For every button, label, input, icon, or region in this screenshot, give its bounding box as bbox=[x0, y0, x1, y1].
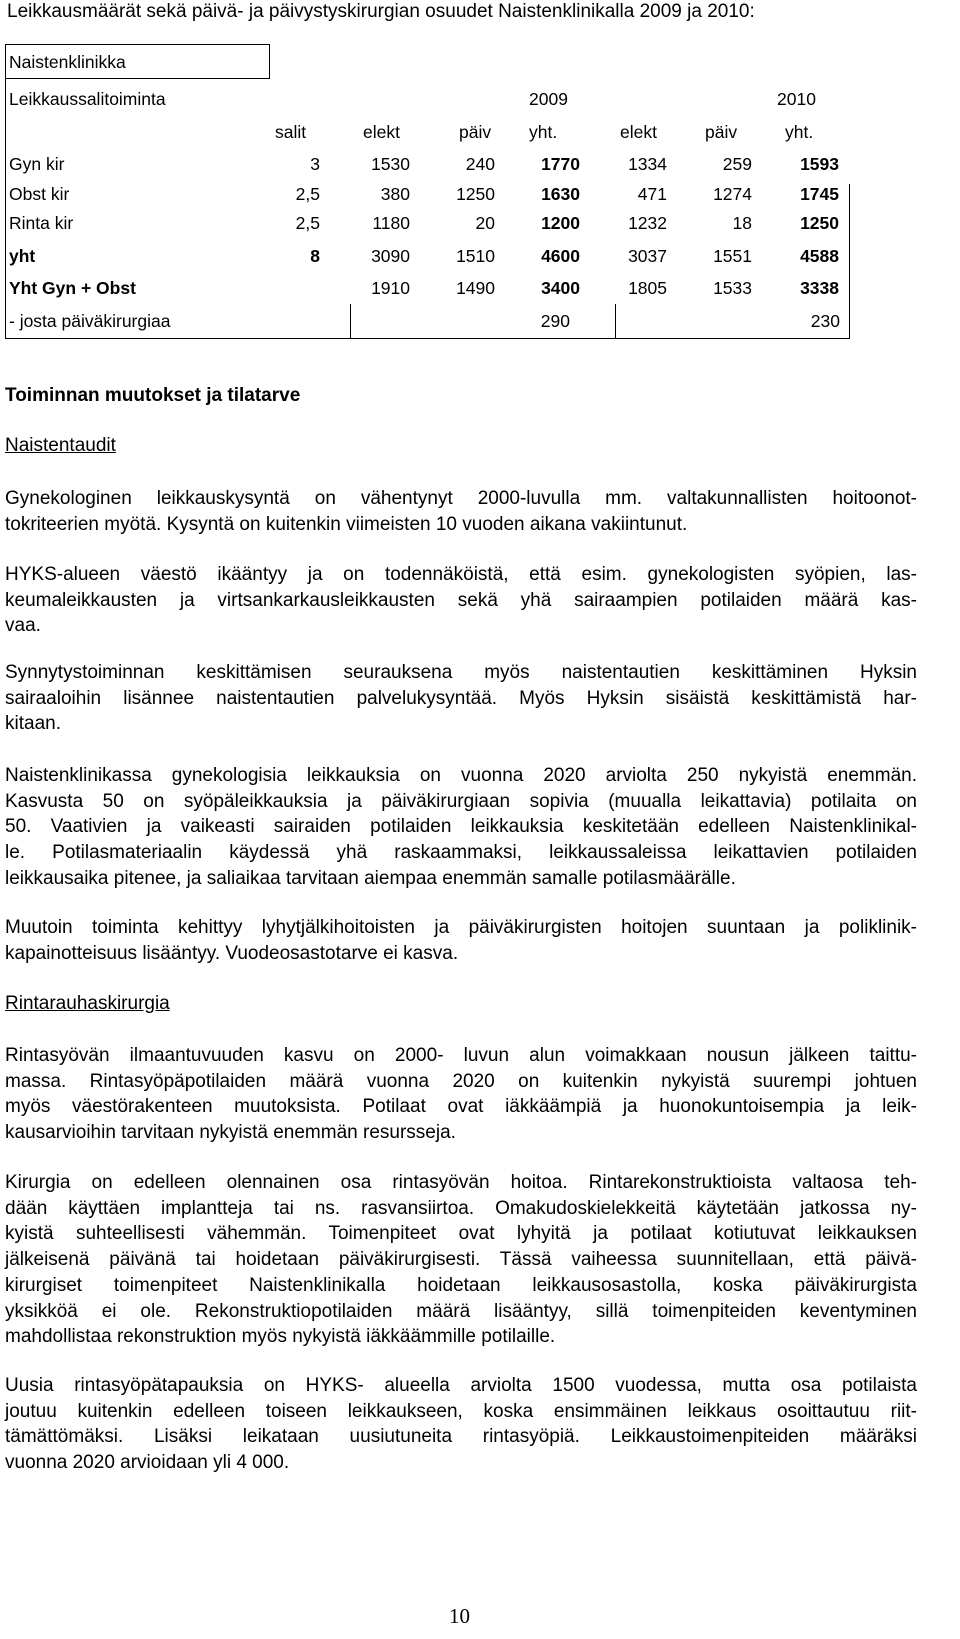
table-cell: 4600 bbox=[541, 246, 580, 266]
table-cell: 1530 bbox=[371, 154, 410, 174]
paragraph bbox=[5, 660, 917, 737]
subsection-heading: Naistentaudit bbox=[5, 435, 116, 456]
subsection-heading: Rintarauhaskirurgia bbox=[5, 993, 170, 1014]
paragraph-line: tokriteerien myötä. Kysyntä on kuitenkin viimeisten 10 vuoden aikana vakiintunut. bbox=[5, 513, 688, 535]
column-header: elekt bbox=[620, 122, 657, 142]
paragraph-line: kitaan. bbox=[5, 713, 61, 735]
paragraph-line: vuonna 2020 arvioidaan yli 4 000. bbox=[5, 1452, 290, 1474]
paragraph-line: myös väestörakenteen muutoksista. Potilaat ovat iäkkäämpiä ja huonokuntoisempia ja leik- bbox=[5, 1096, 917, 1118]
paragraph-line: 50. Vaativien ja vaikeasti sairaiden potilaiden leikkauksia keskitetään edelleen Naistenklinikal- bbox=[5, 816, 917, 838]
table-cell: 3090 bbox=[371, 246, 410, 266]
table-section-label: Leikkaussalitoiminta bbox=[9, 89, 166, 109]
paragraph-line: le. Potilasmateriaalin käydessä yhä raskaammaksi, leikkaussaleissa leikattavien potilaiden bbox=[5, 842, 917, 864]
table-cell: 290 bbox=[540, 311, 570, 331]
year-2009-header: 2009 bbox=[529, 89, 568, 109]
paragraph-line: vaa. bbox=[5, 615, 41, 637]
surgery-volume-table bbox=[5, 44, 920, 338]
paragraph-line: kausarvioihin tarvitaan nykyistä enemmän resursseja. bbox=[5, 1122, 456, 1144]
table-cell: 1745 bbox=[800, 184, 839, 204]
table-cell: 3338 bbox=[800, 278, 839, 298]
table-border bbox=[5, 338, 850, 339]
table-border bbox=[5, 78, 270, 79]
paragraph-line: kirurgiset toimenpiteet Naistenklinikalla hoidetaan leikkausosastolla, koska päiväkirurgista bbox=[5, 1274, 917, 1296]
table-cell: 1551 bbox=[713, 246, 752, 266]
paragraph-line: Rintasyövän ilmaantuvuuden kasvu on 2000- luvun alun voimakkaan nousun jälkeen taittu- bbox=[5, 1045, 917, 1066]
table-cell: 471 bbox=[637, 184, 667, 204]
table-cell: 1490 bbox=[456, 278, 495, 298]
paragraph bbox=[5, 1373, 917, 1476]
table-cell: 1805 bbox=[628, 278, 667, 298]
table-cell: 4588 bbox=[800, 246, 839, 266]
paragraph-line: Synnytystoiminnan keskittämisen seurauksena myös naistentautien keskittäminen Hyksin bbox=[5, 662, 917, 683]
table-border bbox=[5, 78, 6, 338]
paragraph-line: joutuu kuitenkin edelleen toiseen leikkaukseen, koska ensimmäinen leikkaus osoittautuu riit- bbox=[5, 1400, 917, 1422]
table-cell: 1510 bbox=[456, 246, 495, 266]
table-cell: 3 bbox=[310, 154, 320, 174]
table-cell: 18 bbox=[732, 213, 752, 233]
table-cell: 1200 bbox=[541, 213, 580, 233]
paragraph-line: Muutoin toiminta kehittyy lyhytjälkihoitoisten ja päiväkirurgisten hoitojen suuntaan ja poliklinik- bbox=[5, 917, 917, 938]
row-label: Rinta kir bbox=[9, 213, 74, 233]
column-header: elekt bbox=[363, 122, 400, 142]
paragraph bbox=[5, 763, 917, 892]
table-cell: 2,5 bbox=[295, 213, 320, 233]
paragraph-line: dään käyttäen implantteja tai ns. rasvansiirtoa. Omakudoskielekkeitä käytetään jatkossa ny- bbox=[5, 1197, 917, 1219]
table-cell: 1630 bbox=[541, 184, 580, 204]
paragraph-line: Kirurgia on edelleen olennainen osa rintasyövän hoitoa. Rintarekonstruktioista valtaosa teh- bbox=[5, 1172, 917, 1193]
paragraph-line: sairaaloihin lisännee naistentautien palvelukysyntää. Myös Hyksin sisäistä keskittämistä har- bbox=[5, 687, 917, 709]
table-border bbox=[615, 304, 616, 338]
row-label: Yht Gyn + Obst bbox=[9, 278, 136, 298]
paragraph-line: keumaleikkausten ja virtsankarkausleikkausten sekä yhä sairaampien potilaiden määrä kas- bbox=[5, 589, 917, 611]
document-title: Leikkausmäärät sekä päivä- ja päivystyskirurgian osuudet Naistenklinikalla 2009 ja 2010: bbox=[7, 1, 755, 22]
table-cell: 230 bbox=[810, 311, 840, 331]
paragraph-line: leikkausaika pitenee, ja saliaikaa tarvitaan aiempaa enemmän samalle potilasmäärälle. bbox=[5, 867, 736, 889]
paragraph bbox=[5, 562, 917, 639]
table-cell: 1274 bbox=[713, 184, 752, 204]
row-label: Obst kir bbox=[9, 184, 70, 204]
table-cell: 2,5 bbox=[295, 184, 320, 204]
year-2010-header: 2010 bbox=[777, 89, 816, 109]
paragraph bbox=[5, 1043, 917, 1146]
paragraph-line: Naistenklinikassa gynekologisia leikkauksia on vuonna 2020 arviolta 250 nykyistä enemmän. bbox=[5, 765, 917, 786]
paragraph-line: yksikköä ei ole. Rekonstruktiopotilaiden määrä lisääntyy, sillä toimenpiteiden keventyminen bbox=[5, 1300, 917, 1322]
page-number: 10 bbox=[449, 1604, 470, 1628]
column-header: salit bbox=[275, 122, 307, 142]
table-cell: 1180 bbox=[372, 213, 410, 233]
table-border bbox=[350, 304, 351, 338]
paragraph-line: tämättömäksi. Lisäksi leikataan uusiutuneita rintasyöpiä. Leikkaustoimenpiteiden määräksi bbox=[5, 1426, 917, 1448]
table-cell: 8 bbox=[310, 246, 320, 266]
table-cell: 20 bbox=[475, 213, 495, 233]
section-heading: Toiminnan muutokset ja tilatarve bbox=[5, 385, 301, 406]
table-border bbox=[269, 44, 270, 78]
paragraph-line: Kasvusta 50 on syöpäleikkauksia ja päiväkirurgiaan sopivia (muualla leikattavia) potilaita on bbox=[5, 790, 917, 812]
table-cell: 1593 bbox=[800, 154, 839, 174]
table-cell: 240 bbox=[465, 154, 495, 174]
paragraph-line: kapainotteisuus lisääntyy. Vuodeosastotarve ei kasva. bbox=[5, 942, 459, 964]
table-cell: 1250 bbox=[456, 184, 495, 204]
table-cell: 1533 bbox=[713, 278, 752, 298]
paragraph bbox=[5, 1170, 917, 1350]
column-header: yht. bbox=[785, 122, 814, 142]
table-border bbox=[5, 44, 270, 45]
column-header: yht. bbox=[529, 122, 558, 142]
paragraph-line: Uusia rintasyöpätapauksia on HYKS- alueella arviolta 1500 vuodessa, mutta osa potilaista bbox=[5, 1375, 917, 1396]
table-border bbox=[5, 44, 6, 78]
paragraph-line: kyistä suhteellisesti vähemmän. Toimenpiteet ovat lyhyitä ja potilaat kotiutuvat leikkauksen bbox=[5, 1223, 917, 1245]
paragraph bbox=[5, 915, 917, 966]
table-cell: 380 bbox=[380, 184, 410, 204]
table-cell: 3400 bbox=[541, 278, 580, 298]
table-cell: 3037 bbox=[628, 246, 667, 266]
table-cell: 1334 bbox=[628, 154, 667, 174]
paragraph-line: mahdollistaa rekonstruktion myös nykyistä iäkkäämmille potilaille. bbox=[5, 1326, 556, 1348]
table-cell: 1770 bbox=[541, 154, 580, 174]
paragraph-line: jälkeisenä päivänä tai hoidetaan päiväkirurgisesti. Tässä vaiheessa suunnitellaan, että päivä- bbox=[5, 1249, 917, 1271]
paragraph bbox=[5, 486, 917, 537]
paragraph-line: massa. Rintasyöpäpotilaiden määrä vuonna 2020 on kuitenkin nykyistä suurempi johtuen bbox=[5, 1070, 917, 1092]
paragraph-line: HYKS-alueen väestö ikääntyy ja on todennäköistä, että esim. gynekologisten syöpien, las- bbox=[5, 564, 917, 585]
table-cell: 1232 bbox=[628, 213, 667, 233]
paragraph-line: Gynekologinen leikkauskysyntä on vähentynyt 2000-luvulla mm. valtakunnallisten hoitoonot- bbox=[5, 488, 917, 509]
row-label: Gyn kir bbox=[9, 154, 65, 174]
column-header: päiv bbox=[459, 122, 492, 142]
table-cell: 1910 bbox=[371, 278, 410, 298]
column-header: päiv bbox=[705, 122, 738, 142]
table-cell: 259 bbox=[722, 154, 752, 174]
row-label: - josta päiväkirurgiaa bbox=[9, 311, 171, 331]
row-label: yht bbox=[9, 246, 36, 266]
table-unit-name: Naistenklinikka bbox=[9, 52, 126, 72]
table-border bbox=[849, 184, 850, 338]
table-cell: 1250 bbox=[800, 213, 839, 233]
